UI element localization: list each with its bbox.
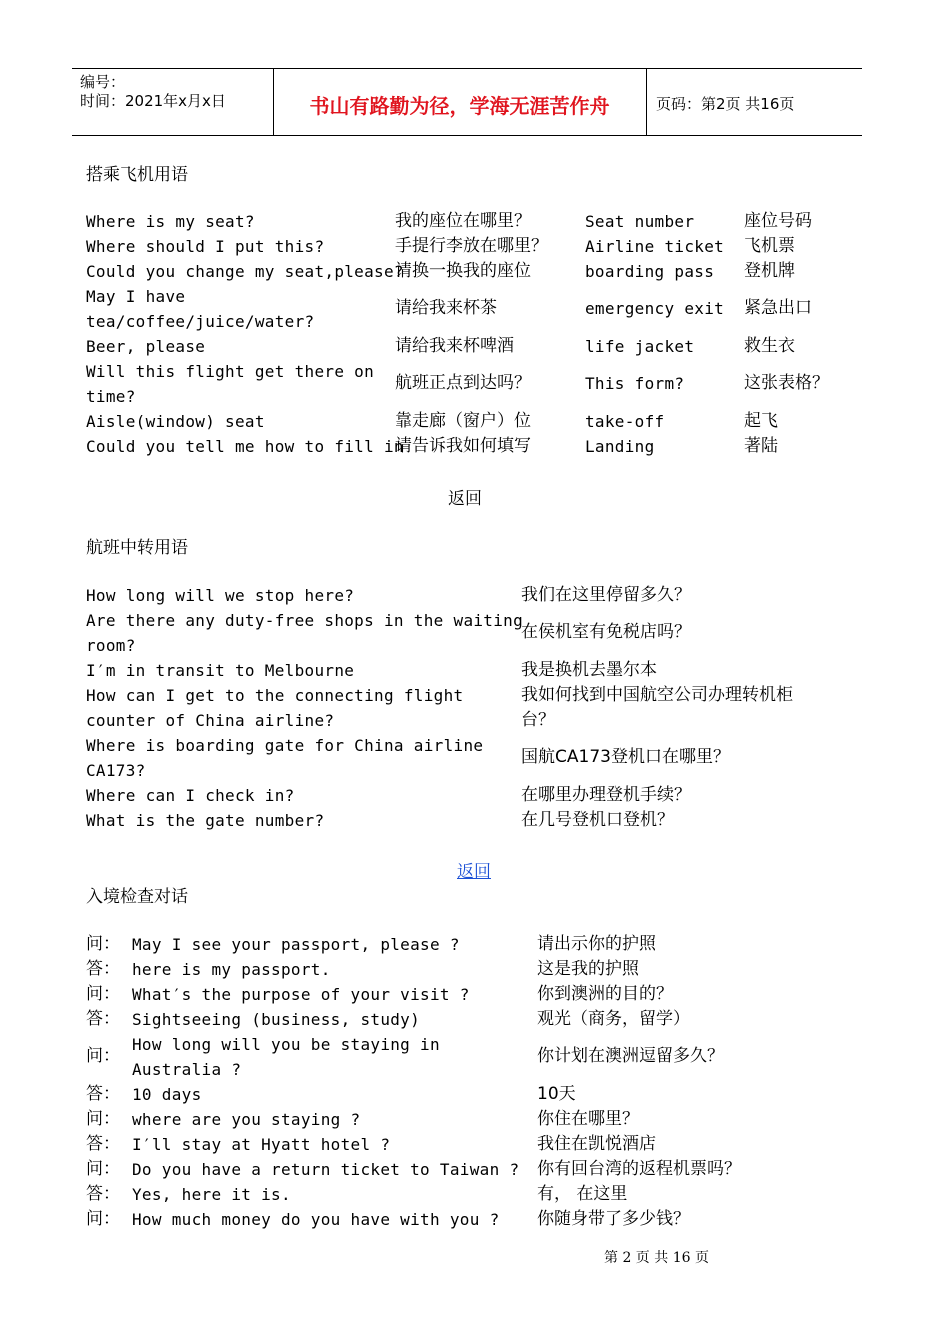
dialogue-speaker: 问：: [86, 984, 120, 1004]
phrase-english: Beer, please: [86, 337, 206, 356]
dialogue-speaker: 答：: [86, 959, 120, 979]
term-english: emergency exit: [585, 299, 725, 318]
term-english: Landing: [585, 437, 655, 456]
phrase-english: What is the gate number?: [86, 811, 325, 830]
dialogue-chinese: 你住在哪里？: [537, 1109, 639, 1129]
back-link[interactable]: 返回: [457, 862, 491, 882]
phrase-english: How long will we stop here?: [86, 586, 355, 605]
term-chinese: 著陆: [744, 436, 778, 456]
term-chinese: 起飞: [744, 411, 778, 431]
phrase-chinese: 请告诉我如何填写: [395, 436, 531, 456]
header-motto: 书山有路勤为径，学海无涯苦作舟: [309, 94, 610, 118]
phrase-english: May I have: [86, 287, 186, 306]
term-english: Seat number: [585, 212, 695, 231]
dialogue-english: I′ll stay at Hyatt hotel ?: [132, 1135, 391, 1154]
phrase-english: room?: [86, 636, 136, 655]
header-divider: [646, 68, 647, 135]
term-english: This form?: [585, 374, 685, 393]
dialogue-chinese: 你有回台湾的返程机票吗？: [537, 1159, 741, 1179]
dialogue-english: where are you staying ?: [132, 1110, 361, 1129]
header-number-label: 编号：: [80, 73, 126, 91]
term-english: take-off: [585, 412, 665, 431]
phrase-chinese: 我如何找到中国航空公司办理转机柜: [521, 685, 793, 705]
phrase-english: How can I get to the connecting flight: [86, 686, 464, 705]
back-link[interactable]: 返回: [448, 489, 482, 509]
section-title-transit: 航班中转用语: [86, 538, 188, 558]
phrase-english: Where can I check in?: [86, 786, 295, 805]
dialogue-speaker: 答：: [86, 1184, 120, 1204]
dialogue-chinese: 有， 在这里: [537, 1184, 628, 1204]
term-chinese: 这张表格？: [744, 373, 829, 393]
dialogue-english: here is my passport.: [132, 960, 331, 979]
page-footer: 第 2 页 共 16 页: [604, 1250, 709, 1266]
phrase-english: tea/coffee/juice/water?: [86, 312, 315, 331]
dialogue-chinese: 我住在凯悦酒店: [537, 1134, 656, 1154]
phrase-english: I′m in transit to Melbourne: [86, 661, 355, 680]
dialogue-english: How much money do you have with you ?: [132, 1210, 500, 1229]
section-title-boarding: 搭乘飞机用语: [86, 165, 188, 185]
header-bottom-rule: [72, 135, 862, 136]
term-english: Airline ticket: [585, 237, 725, 256]
dialogue-speaker: 答：: [86, 1084, 120, 1104]
phrase-english: Will this flight get there on: [86, 362, 375, 381]
phrase-chinese: 我是换机去墨尔本: [521, 660, 657, 680]
dialogue-english: How long will you be staying in: [132, 1035, 440, 1054]
phrase-chinese: 在哪里办理登机手续？: [521, 785, 691, 805]
dialogue-chinese: 你计划在澳洲逗留多久？: [537, 1046, 724, 1066]
dialogue-chinese: 观光（商务，留学）: [537, 1009, 690, 1029]
term-chinese: 座位号码: [744, 211, 812, 231]
dialogue-chinese: 请出示你的护照: [537, 934, 656, 954]
phrase-english: Are there any duty-free shops in the waiting: [86, 611, 524, 630]
dialogue-english: 10 days: [132, 1085, 202, 1104]
dialogue-chinese: 你到澳洲的目的？: [537, 984, 673, 1004]
dialogue-english: Do you have a return ticket to Taiwan ?: [132, 1160, 520, 1179]
term-chinese: 救生衣: [744, 336, 795, 356]
phrase-chinese: 在侯机室有免税店吗？: [521, 622, 691, 642]
dialogue-speaker: 答：: [86, 1009, 120, 1029]
phrase-english: Where should I put this?: [86, 237, 325, 256]
phrase-chinese: 我的座位在哪里？: [395, 211, 531, 231]
phrase-chinese: 请给我来杯啤酒: [395, 336, 514, 356]
dialogue-speaker: 问：: [86, 1046, 120, 1066]
phrase-chinese: 请给我来杯茶: [395, 298, 497, 318]
dialogue-speaker: 问：: [86, 1159, 120, 1179]
section-title-immigration: 入境检查对话: [86, 887, 188, 907]
phrase-chinese: 国航CA173登机口在哪里？: [521, 747, 730, 767]
phrase-english: CA173?: [86, 761, 146, 780]
phrase-chinese: 在几号登机口登机？: [521, 810, 674, 830]
dialogue-chinese: 你随身带了多少钱？: [537, 1209, 690, 1229]
header-top-rule: [72, 68, 862, 69]
phrase-chinese: 靠走廊（窗户）位: [395, 411, 531, 431]
phrase-english: Aisle(window) seat: [86, 412, 265, 431]
term-chinese: 紧急出口: [744, 298, 812, 318]
phrase-chinese: 请换一换我的座位: [395, 261, 531, 281]
dialogue-english: Australia ?: [132, 1060, 242, 1079]
phrase-english: counter of China airline?: [86, 711, 335, 730]
phrase-english: Could you tell me how to fill in: [86, 437, 404, 456]
term-english: life jacket: [585, 337, 695, 356]
term-chinese: 飞机票: [744, 236, 795, 256]
dialogue-english: May I see your passport, please ?: [132, 935, 460, 954]
dialogue-english: Yes, here it is.: [132, 1185, 291, 1204]
header-time-label: 时间：2021年x月x日: [80, 92, 226, 110]
phrase-english: Where is my seat?: [86, 212, 255, 231]
dialogue-speaker: 答：: [86, 1134, 120, 1154]
dialogue-speaker: 问：: [86, 934, 120, 954]
dialogue-speaker: 问：: [86, 1209, 120, 1229]
phrase-chinese: 台？: [521, 710, 555, 730]
phrase-english: Where is boarding gate for China airline: [86, 736, 484, 755]
term-chinese: 登机牌: [744, 261, 795, 281]
header-page-label: 页码：第2页 共16页: [656, 95, 795, 113]
dialogue-english: What′s the purpose of your visit ?: [132, 985, 470, 1004]
phrase-english: time?: [86, 387, 136, 406]
phrase-chinese: 我们在这里停留多久？: [521, 585, 691, 605]
phrase-chinese: 手提行李放在哪里？: [395, 236, 548, 256]
phrase-english: Could you change my seat,please?: [86, 262, 404, 281]
term-english: boarding pass: [585, 262, 715, 281]
dialogue-chinese: 10天: [537, 1084, 576, 1104]
phrase-chinese: 航班正点到达吗？: [395, 373, 531, 393]
dialogue-speaker: 问：: [86, 1109, 120, 1129]
dialogue-english: Sightseeing (business, study): [132, 1010, 421, 1029]
dialogue-chinese: 这是我的护照: [537, 959, 639, 979]
